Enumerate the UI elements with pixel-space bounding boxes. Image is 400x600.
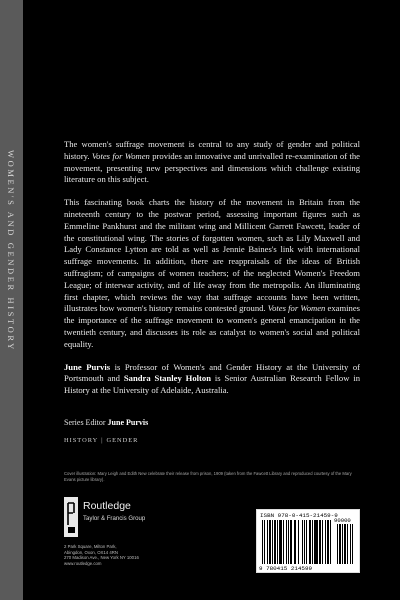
book-title: Votes for Women bbox=[91, 150, 150, 161]
author-name: June Purvis bbox=[64, 361, 111, 372]
spine bbox=[0, 0, 23, 600]
back-cover-blurb bbox=[64, 139, 360, 408]
category-gender: GENDER bbox=[106, 437, 139, 444]
blurb-body-text-a: This fascinating book charts the history of the movement in Britain from the nineteenth century to the postwar period, assessing important figures such as Emmeline Pankhurst and the militant wing and Millicent Garrett Fawcett, leader of the constitutional wing. The stories of forgotten women, such as Lily Maxwell and Lady Constance Lytton are told as well as Jennie Baines's link with international suffrage movements. In addition, there are reappraisals of the ideas of British suffragism; of campaigns of women teachers; of the neglected Women's Freedom League; of interwar activity, and of life away from the metropolis. An illuminating first chapter, which reviews the way that suffrage accounts have been written, illustrates how women's history remains contested ground. bbox=[64, 197, 360, 314]
series-editor bbox=[64, 418, 148, 427]
category-history: HISTORY bbox=[64, 437, 99, 444]
blurb-body bbox=[64, 197, 360, 350]
author-bio-text-b: is Senior Australian Research Fellow in History at the University of Adelaide, Australia. bbox=[64, 373, 360, 396]
isbn-number: ISBN 978-0-415-21459-9 bbox=[260, 512, 338, 519]
publisher-address bbox=[64, 544, 139, 566]
author-bio-text-a: is Professor of Women's and Gender History at the University of Portsmouth and bbox=[64, 361, 360, 384]
blurb-intro-text-a: The women's suffrage movement is central to any study of gender and political history. bbox=[64, 139, 360, 161]
category-separator: | bbox=[101, 437, 104, 444]
author-bio bbox=[64, 362, 360, 397]
barcode-addon-bars bbox=[337, 524, 355, 564]
cover-illustration-credit: Cover illustration: Mary Leigh and Edith New celebrate their release from prison, 1909 (taken from the Fawcett Library and reproduced courtesy of the Mary Evans picture library). bbox=[64, 471, 352, 482]
subject-categories bbox=[64, 437, 138, 444]
address-line: Abingdon, Oxon, OX14 4RN bbox=[64, 549, 118, 555]
blurb-intro-text-b: provides an innovative and unrivalled re-examination of the movement, presenting new perspectives and dimensions which challenge existing literature on this subject. bbox=[64, 150, 360, 185]
blurb-body-text-b: examines the importance of the suffrage movement to women's general emancipation in the twentieth century, and discusses its role as catalyst to women's social and political equality. bbox=[64, 303, 360, 349]
routledge-logo-icon bbox=[64, 497, 78, 537]
isbn-barcode bbox=[256, 509, 360, 573]
series-editor-name: June Purvis bbox=[107, 418, 149, 427]
publisher-logo bbox=[64, 497, 214, 537]
spine-series-title: WOMEN'S AND GENDER HISTORY bbox=[6, 150, 16, 352]
barcode-bars bbox=[262, 520, 332, 564]
author-name: Sandra Stanley Holton bbox=[123, 373, 211, 384]
publisher-group: Taylor & Francis Group bbox=[83, 515, 146, 522]
address-line: 2 Park Square, Milton Park, bbox=[64, 544, 117, 549]
series-editor-label: Series Editor bbox=[64, 418, 108, 427]
blurb-intro bbox=[64, 139, 360, 186]
price-code: 90000 bbox=[334, 517, 351, 524]
address-line: 270 Madison Ave., New York NY 10016 bbox=[64, 555, 139, 560]
address-line: www.routledge.com bbox=[64, 560, 102, 566]
book-title: Votes for Women bbox=[267, 303, 326, 314]
ean-number: 9 780415 214599 bbox=[259, 565, 313, 572]
publisher-name: Routledge bbox=[83, 500, 131, 512]
